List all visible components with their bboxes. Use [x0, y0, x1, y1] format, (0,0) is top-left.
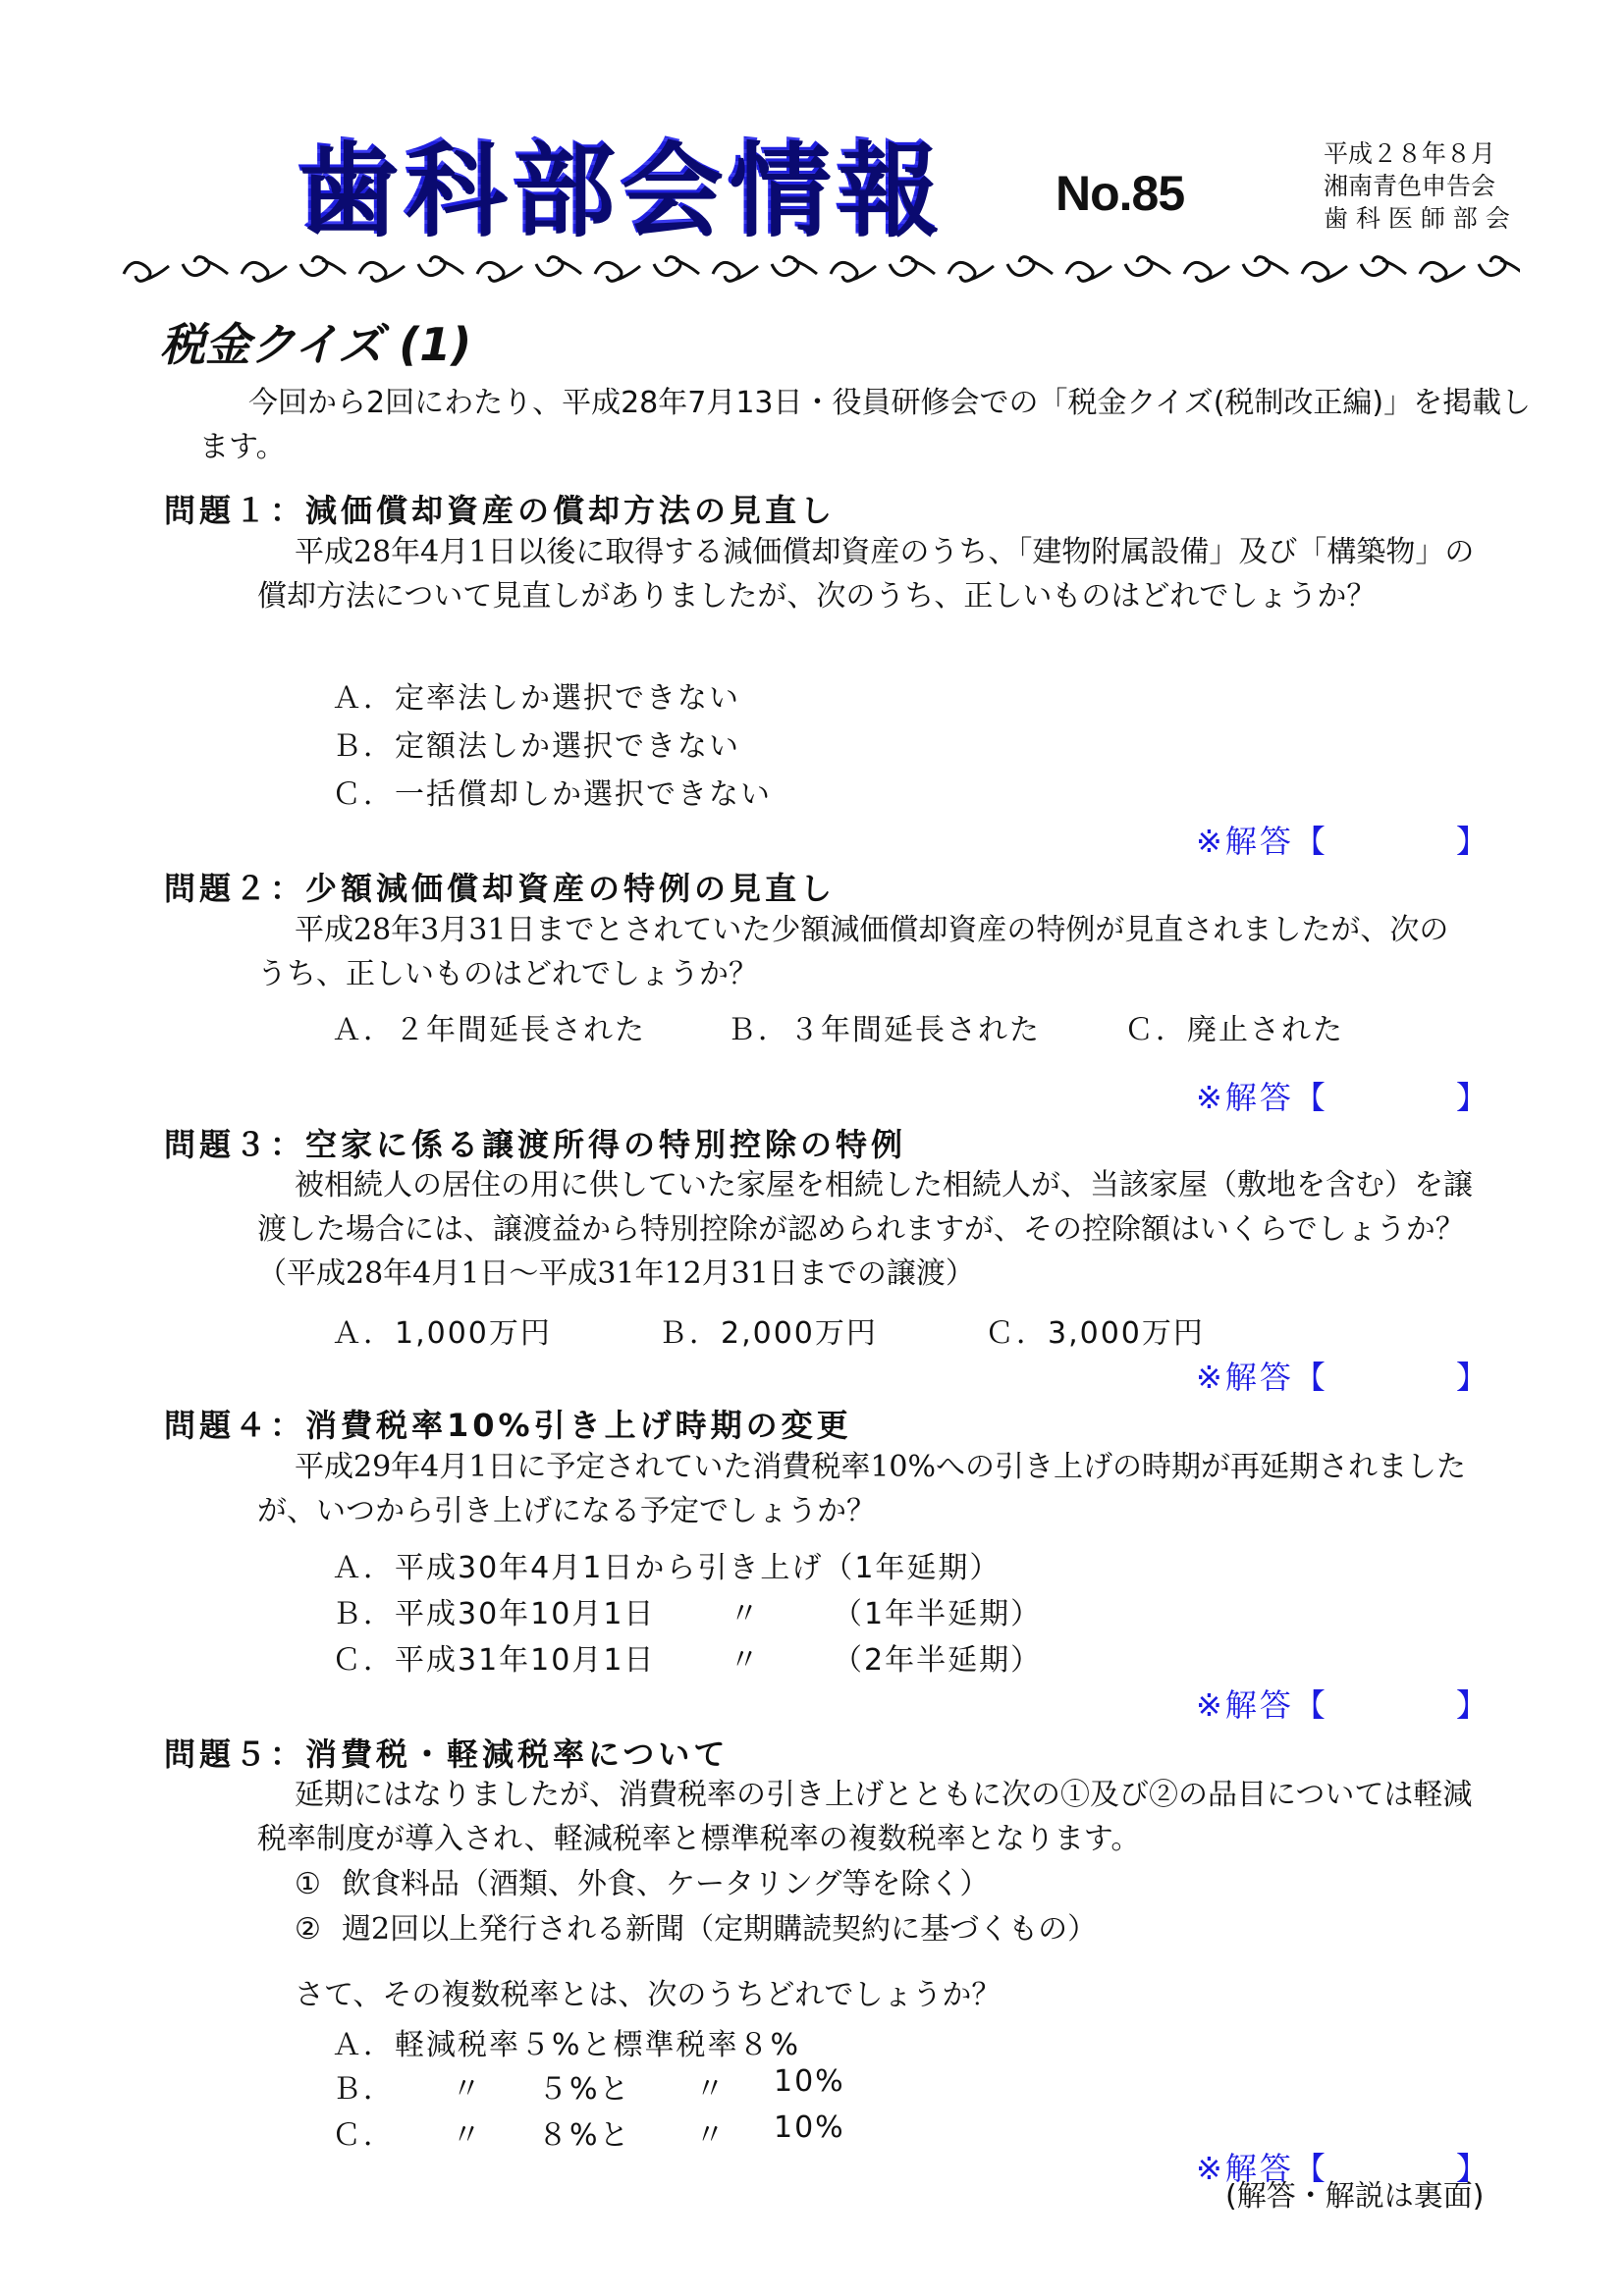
divider-ornament: [477, 262, 522, 281]
divider-ornament: [359, 262, 405, 281]
item-number: ②: [295, 1912, 321, 1947]
option-value: 10%: [774, 2110, 845, 2145]
organization-name: 湘南青色申告会: [1324, 172, 1496, 200]
question-1-option-a: Ａ．定率法しか選択できない: [332, 681, 740, 716]
question-5-option-a: Ａ．軽減税率５%と標準税率８%: [332, 2028, 801, 2062]
question-1-option-c: Ｃ．一括償却しか選択できない: [332, 777, 772, 812]
divider-ornament: [890, 257, 935, 276]
divider-ornament: [1243, 257, 1288, 276]
divider-ornament: [183, 257, 228, 276]
question-5-option-c: [332, 2110, 845, 2154]
answer-label: ※解答【: [1196, 1079, 1328, 1116]
question-3-option-c: Ｃ．3,000万円: [985, 1316, 1205, 1351]
question-5-text: 延期にはなりましたが、消費税率の引き上げとともに次の①及び②の品目については軽減税率制度が導入され、軽減税率と標準税率の複数税率となります。: [257, 1778, 1473, 1856]
question-4-option-c: [332, 1635, 1043, 1679]
question-1-body: [257, 530, 1475, 618]
question-5-item-2: [295, 1904, 1097, 1948]
ditto-mark: 〃: [695, 2118, 727, 2153]
divider-ornament: [418, 257, 463, 276]
ditto-mark: 〃: [452, 2118, 483, 2153]
question-4-option-a: Ａ．平成30年4月1日から引き上げ（1年延期）: [332, 1551, 1001, 1585]
answer-close: 】: [1455, 1359, 1490, 1396]
option-value: 10%: [774, 2064, 845, 2099]
divider-ornament: [1184, 262, 1229, 281]
question-4-text: 平成29年4月1日に予定されていた消費税率10%への引き上げの時期が再延期されましたが、いつから引き上げになる予定でしょうか？: [257, 1450, 1467, 1528]
intro-text: [199, 381, 1535, 469]
option-label: Ｂ．: [332, 2072, 395, 2107]
question-2-option-c: Ｃ．廃止された: [1124, 1013, 1344, 1047]
divider-ornament: [654, 257, 699, 276]
question-2-heading: 問題２：少額減価償却資産の特例の見直し: [164, 870, 837, 907]
department-name: 歯 科 医 師 部 会: [1324, 204, 1510, 233]
item-text: 飲食料品（酒類、外食、ケータリング等を除く）: [342, 1867, 990, 1901]
question-2-body: [257, 908, 1475, 996]
question-2-answer-box[interactable]: [1196, 1073, 1490, 1118]
divider-ornament: [1361, 257, 1406, 276]
question-4-option-b: [332, 1589, 1043, 1632]
divider-ornament: [713, 262, 758, 281]
question-5-heading: 問題５：消費税・軽減税率について: [164, 1735, 730, 1773]
divider-ornament: [242, 262, 287, 281]
option-label: Ｃ．平成31年10月1日: [332, 1643, 656, 1678]
answer-close: 】: [1455, 823, 1490, 860]
question-4-answer-box[interactable]: [1196, 1681, 1490, 1726]
question-5-lead: さて、その複数税率とは、次のうちどれでしょうか？: [295, 1978, 1001, 2012]
question-4-heading: 問題４：消費税率10%引き上げ時期の変更: [164, 1407, 852, 1444]
question-1-text: 平成28年4月1日以後に取得する減価償却資産のうち、「建物附属設備」及び「構築物」の償却方法について見直しがありましたが、次のうち、正しいものはどれでしょうか？: [257, 535, 1475, 614]
ditto-mark: 〃: [452, 2072, 483, 2107]
divider-ornament: [772, 257, 817, 276]
option-label: Ｃ．: [332, 2118, 395, 2153]
answer-close: 】: [1455, 2150, 1490, 2187]
option-value: ８%と: [538, 2118, 631, 2153]
question-3-option-b: Ｂ．2,000万円: [658, 1316, 878, 1351]
divider-ornament: [1125, 257, 1170, 276]
item-text: 週2回以上発行される新聞（定期購読契約に基づくもの）: [342, 1912, 1098, 1947]
quiz-title: 税金クイズ (1): [160, 318, 472, 371]
question-2-option-a: Ａ．２年間延長された: [332, 1013, 646, 1047]
divider-ornament: [831, 262, 876, 281]
option-value: ５%と: [538, 2072, 631, 2107]
question-3-option-a: Ａ．1,000万円: [332, 1316, 552, 1351]
intro-paragraph: 今回から2回にわたり、平成28年7月13日・役員研修会での「税金クイズ(税制改正編)」を掲載します。: [199, 386, 1532, 464]
question-3-answer-box[interactable]: [1196, 1353, 1490, 1398]
masthead-title: 歯科部会情報: [295, 106, 943, 253]
divider-ornament: [124, 262, 169, 281]
question-4-body: [257, 1445, 1475, 1533]
issue-number: No.85: [1056, 166, 1185, 221]
divider-ornament: [1302, 262, 1347, 281]
divider-ornament: [1066, 262, 1111, 281]
divider-ornament: [536, 257, 581, 276]
question-1-option-b: Ｂ．定額法しか選択できない: [332, 729, 740, 764]
ditto-mark: 〃: [695, 2072, 727, 2107]
question-2-text: 平成28年3月31日までとされていた少額減価償却資産の特例が見直されましたが、次のうち、正しいものはどれでしょうか？: [257, 913, 1449, 991]
question-5-body: [257, 1773, 1475, 1861]
answer-label: ※解答【: [1196, 1686, 1328, 1724]
question-5-item-1: [295, 1859, 989, 1902]
question-3-body: [257, 1163, 1475, 1296]
option-note: （1年半延期）: [833, 1597, 1043, 1631]
divider-ornament: [948, 262, 994, 281]
ditto-mark: 〃: [730, 1597, 761, 1631]
question-5-option-b: [332, 2064, 845, 2108]
item-number: ①: [295, 1867, 321, 1901]
question-1-answer-box[interactable]: [1196, 817, 1490, 862]
answer-label: ※解答【: [1196, 2150, 1328, 2187]
divider-ornament: [1007, 257, 1053, 276]
issue-date: 平成２８年８月: [1324, 139, 1496, 168]
divider-ornament: [300, 257, 346, 276]
ditto-mark: 〃: [730, 1643, 761, 1678]
answer-close: 】: [1455, 1079, 1490, 1116]
footer-note: (解答・解説は裏面): [1225, 2179, 1485, 2214]
decorative-divider: [116, 250, 1520, 290]
answer-close: 】: [1455, 1686, 1490, 1724]
question-1-heading: 問題１：減価償却資産の償却方法の見直し: [164, 492, 837, 529]
header-meta: [1324, 137, 1510, 235]
divider-ornament: [595, 262, 640, 281]
question-2-option-b: Ｂ．３年間延長された: [727, 1013, 1041, 1047]
divider-ornament: [1479, 257, 1520, 276]
question-3-text: 被相続人の居住の用に供していた家屋を相続した相続人が、当該家屋（敷地を含む）を譲渡した場合には、譲渡益から特別控除が認められますが、その控除額はいくらでしょうか？（平成28年4月1日～平成31年12月31日までの譲渡）: [257, 1168, 1473, 1291]
question-3-heading: 問題３：空家に係る譲渡所得の特別控除の特例: [164, 1126, 907, 1163]
answer-label: ※解答【: [1196, 823, 1328, 860]
option-note: （2年半延期）: [833, 1643, 1043, 1678]
answer-label: ※解答【: [1196, 1359, 1328, 1396]
option-label: Ｂ．平成30年10月1日: [332, 1597, 656, 1631]
divider-ornament: [1420, 262, 1465, 281]
